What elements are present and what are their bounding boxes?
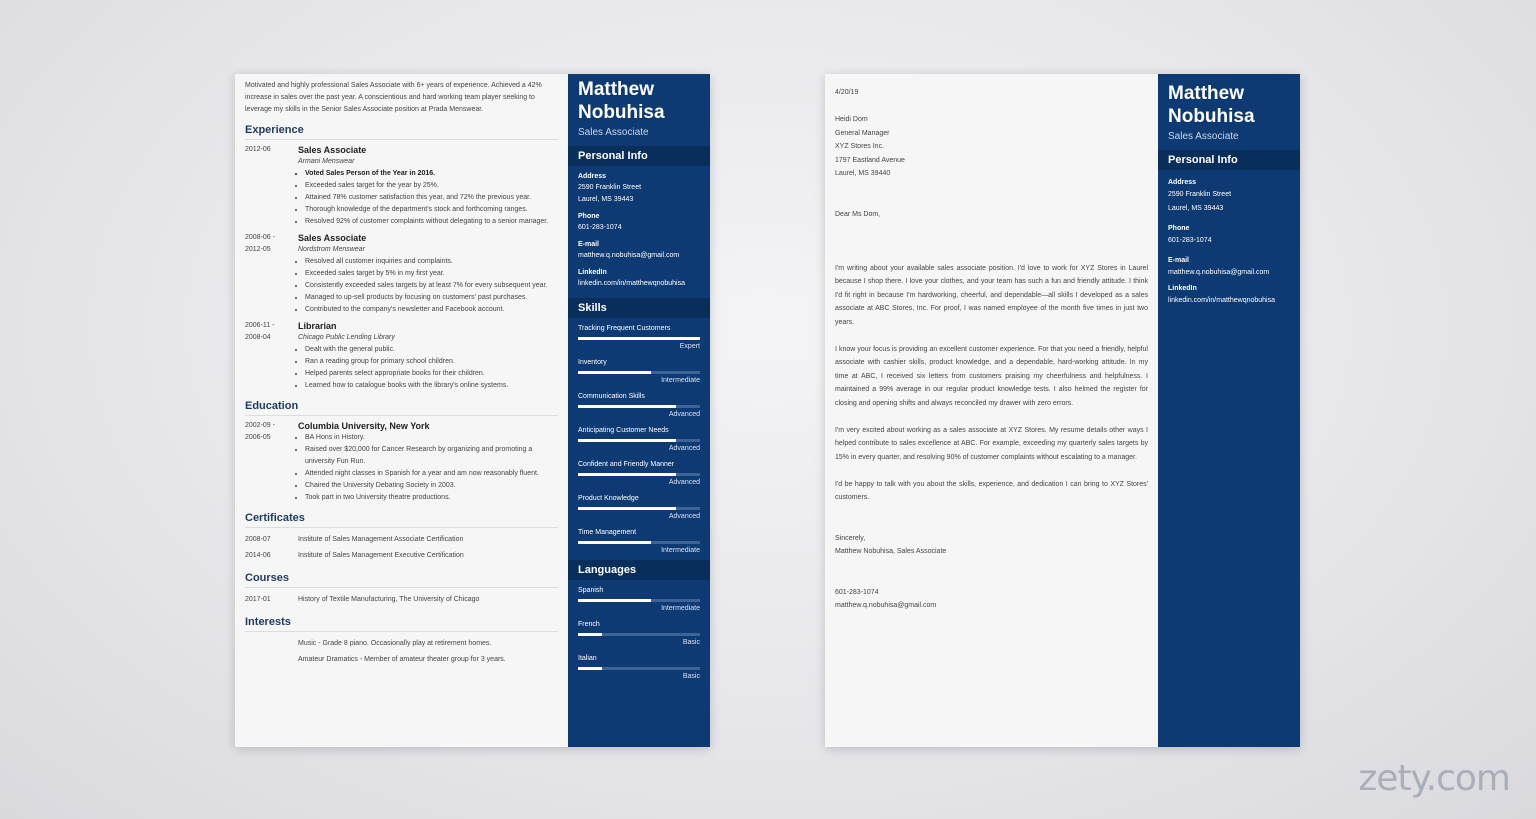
certificate-row [245, 548, 558, 564]
interest-spacer [245, 652, 298, 668]
letter-phone-value: 601-283-1074 [1168, 237, 1212, 244]
letter-recipient [835, 113, 1148, 181]
job-title: Librarian [298, 321, 337, 331]
skill [568, 392, 710, 420]
skill-level: Intermediate [661, 377, 700, 384]
letter-sidebar-role: Sales Associate [1168, 131, 1239, 142]
letter-paragraph: I know your focus is providing an excellent customer experience. For that you need a friendly, helpful associate with cashier skills, product knowledge, and a dependable, hard-working attitude. In my time at ABC, I received six letters from customers praising my cheerfulness and helpfulness. I maintained a 99% average in our regular product knowledge tests. I also helmed the register for closing and opening shifts and always reconciled my drawer with zero errors. [835, 345, 1148, 407]
skill-level: Advanced [668, 513, 700, 520]
certificates-list [245, 532, 558, 564]
certificate-row [245, 532, 558, 548]
skill-bar-fill [578, 507, 676, 510]
language-bar [578, 633, 700, 636]
letter-date: 4/20/19 [835, 89, 859, 96]
letter-sidebar [1158, 74, 1300, 747]
bullet-item: • Helped parents select appropriate books for their children. [305, 368, 558, 380]
letter-body [825, 74, 1158, 747]
skill [568, 358, 710, 386]
language-level: Basic [682, 639, 700, 646]
course-row-date: 2017-01 [245, 596, 271, 603]
education-entry [245, 420, 558, 504]
skill-level: Advanced [668, 445, 700, 452]
email-value: matthew.q.nobuhisa@gmail.com [578, 252, 680, 259]
employer-name: Armani Menswear [298, 158, 355, 165]
skill-bar-fill [578, 439, 676, 442]
bullet-item: • Resolved 92% of customer complaints without delegating to a senior manager. [305, 216, 558, 228]
education-bullets [298, 432, 558, 504]
skill-name: Time Management [578, 529, 637, 536]
language-bar [578, 667, 700, 670]
job-title: Sales Associate [298, 145, 367, 155]
skill-bar [578, 405, 700, 408]
recipient-line: General Manager [835, 129, 890, 137]
bullet-item: • Resolved all customer inquiries and complaints. [305, 256, 558, 268]
zety-logo [1358, 758, 1510, 799]
phone-label: Phone [578, 213, 600, 220]
skill-name: Product Knowledge [578, 495, 639, 502]
linkedin-label: LinkedIn [578, 269, 607, 276]
skill-bar-fill [578, 371, 651, 374]
language-bar [578, 599, 700, 602]
letter-phone-label: Phone [1168, 225, 1190, 232]
skill [568, 494, 710, 522]
certificates-heading: Certificates [245, 512, 558, 528]
skill-name: Tracking Frequent Customers [578, 325, 671, 332]
interest-row [245, 652, 558, 668]
education-heading: Education [245, 400, 558, 416]
first-name: Matthew [578, 79, 654, 100]
bullet-item: • Exceeded sales target by 5% in my first year. [305, 268, 558, 280]
skill-level: Advanced [668, 411, 700, 418]
certificate-row-date: 2014-06 [245, 552, 271, 559]
letter-address-line1: 2590 Franklin Street [1168, 191, 1232, 198]
employer-name: Chicago Public Lending Library [298, 334, 395, 341]
letter-email-label: E-mail [1168, 257, 1190, 264]
letter-paragraphs [835, 262, 1148, 505]
letter-address-label: Address [1168, 179, 1197, 186]
skill-name: Communication Skills [578, 393, 645, 400]
language-bar-fill [578, 667, 602, 670]
address-line2: Laurel, MS 39443 [578, 196, 634, 203]
language [568, 620, 710, 648]
interest-spacer [245, 636, 298, 652]
last-name: Nobuhisa [578, 102, 665, 123]
courses-list [245, 592, 558, 608]
email-label: E-mail [578, 241, 600, 248]
address-line1: 2590 Franklin Street [578, 184, 642, 191]
letter-signature: Matthew Nobuhisa, Sales Associate [835, 548, 947, 555]
employer-name: Nordstrom Menswear [298, 246, 365, 253]
course-row [245, 592, 558, 608]
experience-heading: Experience [245, 124, 558, 140]
logo-brand: zety [1358, 758, 1426, 799]
bullet-item: • Raised over $20,000 for Cancer Research by organizing and promoting a university Fun Run. [305, 444, 558, 468]
letter-paragraph: I'm writing about your available sales associate position. I'd love to work for XYZ Stores in Laurel because I shop there. I love your clothes, and your team has such a fun and friendly attitude. I think I'd fit right in because I'm hardworking, cheerful, and dependable—all skills I developed as a sales associate at ABC Stores, Inc. For proof, I was named employee of the month five times in just two years. [835, 264, 1148, 326]
letter-phone: 601-283-1074 [835, 588, 879, 596]
bullet-item: • Thorough knowledge of the department's stock and forthcoming ranges. [305, 204, 558, 216]
skill-bar-fill [578, 541, 651, 544]
letter-paragraph: I'd be happy to talk with you about the skills, experience, and dedication I can bring to XYZ Stores' customers. [835, 480, 1148, 501]
certificate-row-text: Institute of Sales Management Executive Certification [298, 552, 464, 559]
language [568, 586, 710, 614]
certificate-row-text: Institute of Sales Management Associate Certification [298, 536, 464, 543]
job-bullets [298, 168, 558, 228]
education-date-start: 2002-09 - [245, 422, 275, 429]
skill-level: Intermediate [661, 547, 700, 554]
bullet-item: • BA Hons in History. [305, 432, 558, 444]
bullet-item: • Voted Sales Person of the Year in 2016. [305, 168, 558, 180]
job-bullets [298, 256, 558, 316]
experience-entry [245, 232, 558, 316]
letter-personal-info-heading: Personal Info [1158, 150, 1300, 170]
education-dates [245, 420, 298, 504]
skills-list [568, 324, 710, 556]
skill-name: Anticipating Customer Needs [578, 427, 669, 434]
recipient-line: Heidi Dom [835, 116, 868, 123]
experience-dates [245, 320, 298, 392]
experience-date-start: 2012-06 [245, 146, 271, 153]
language-bar-fill [578, 599, 651, 602]
letter-salutation: Dear Ms Dom, [835, 210, 881, 218]
experience-list [245, 144, 558, 392]
letter-closing: Sincerely, [835, 534, 866, 542]
skill-bar-fill [578, 473, 676, 476]
experience-entry [245, 320, 558, 392]
language [568, 654, 710, 682]
recipient-line: 1797 Eastland Avenue [835, 156, 905, 164]
skill-name: Inventory [578, 359, 607, 366]
skill-bar [578, 507, 700, 510]
experience-date-end: 2012-05 [245, 246, 271, 253]
interest-row [245, 636, 558, 652]
bullet-item: • Dealt with the general public. [305, 344, 558, 356]
skill-bar [578, 337, 700, 340]
skills-heading: Skills [568, 298, 710, 318]
skill-name: Confident and Friendly Manner [578, 461, 675, 468]
recipient-line: XYZ Stores Inc. [835, 143, 885, 150]
skill-bar [578, 439, 700, 442]
experience-date-end: 2008-04 [245, 334, 271, 341]
languages-list [568, 586, 710, 682]
resume-main-column [235, 74, 568, 747]
recipient-line: Laurel, MS 39440 [835, 170, 891, 177]
letter-last-name: Nobuhisa [1168, 106, 1255, 127]
bullet-item: • Attained 78% customer satisfaction this year, and 72% the previous year. [305, 192, 558, 204]
letter-address-line2: Laurel, MS 39443 [1168, 205, 1224, 212]
skill [568, 426, 710, 454]
job-title: Sales Associate [298, 233, 367, 243]
skill [568, 528, 710, 556]
bullet-item: • Chaired the University Debating Society in 2003. [305, 480, 558, 492]
bullet-item: • Took part in two University theatre productions. [305, 492, 558, 504]
language-level: Basic [682, 673, 700, 680]
bullet-item: • Consistently exceeded sales targets by at least 7% for every subsequent year. [305, 280, 558, 292]
bullet-item: • Exceeded sales target for the year by 25%. [305, 180, 558, 192]
experience-dates [245, 144, 298, 228]
linkedin-value: linkedin.com/in/matthewqnobuhisa [578, 280, 686, 287]
phone-value: 601-283-1074 [578, 224, 622, 231]
skill-bar-fill [578, 405, 676, 408]
bullet-item: • Attended night classes in Spanish for a year and am now reasonably fluent. [305, 468, 558, 480]
address-label: Address [578, 173, 607, 180]
bullet-item: • Contributed to the company's newsletter and Facebook account. [305, 304, 558, 316]
experience-entry [245, 144, 558, 228]
resume-sidebar [568, 74, 710, 747]
letter-linkedin-label: LinkedIn [1168, 285, 1197, 292]
letter-first-name: Matthew [1168, 83, 1244, 104]
sidebar-role: Sales Associate [578, 127, 649, 138]
education-date-end: 2006-05 [245, 434, 271, 441]
interests-list [245, 636, 558, 668]
skill-bar [578, 371, 700, 374]
logo-tld: .com [1425, 758, 1510, 799]
language-level: Intermediate [661, 605, 700, 612]
letter-email: matthew.q.nobuhisa@gmail.com [835, 602, 937, 609]
courses-heading: Courses [245, 572, 558, 588]
resume-summary: Motivated and highly professional Sales Associate with 6+ years of experience. Achieved a 42% increase in sales over the past year. A conscientious and hard working team player seeking to leverage my skills in the Senior Sales Associate position at Prada Menswear. [245, 82, 542, 113]
skill-bar [578, 541, 700, 544]
experience-body [298, 232, 558, 316]
experience-body [298, 320, 558, 392]
skill-level: Advanced [668, 479, 700, 486]
skill-level: Expert [679, 343, 700, 350]
experience-dates [245, 232, 298, 316]
course-row-text: History of Textile Manufacturing, The University of Chicago [298, 596, 480, 603]
skill [568, 460, 710, 488]
bullet-item: • Ran a reading group for primary school children. [305, 356, 558, 368]
letter-paragraph: I'm very excited about working as a sales associate at XYZ Stores. My resume details other ways I helped contribute to sales excellence at ABC. For example, exceeding my quarterly sales targets by 15% in every quarter, and resolving 90% of customer complaints without escalating to a manager. [835, 426, 1148, 461]
letter-sidebar-name [1158, 74, 1300, 128]
interest-text: Music - Grade 8 piano. Occasionally play at retirement homes. [298, 640, 492, 647]
education-school: Columbia University, New York [298, 421, 430, 431]
language-name: French [578, 621, 600, 628]
cover-letter-page [825, 74, 1300, 747]
language-bar-fill [578, 633, 602, 636]
skill [568, 324, 710, 352]
bullet-item: • Managed to up-sell products by focusing on customers' past purchases. [305, 292, 558, 304]
bullet-item: • Learned how to catalogue books with the library's online systems. [305, 380, 558, 392]
language-name: Spanish [578, 587, 604, 594]
certificate-row-date: 2008-07 [245, 536, 271, 543]
interests-heading: Interests [245, 616, 558, 632]
sidebar-name [568, 74, 710, 124]
experience-body [298, 144, 558, 228]
language-name: Italian [578, 655, 597, 662]
job-bullets [298, 344, 558, 392]
skill-bar [578, 473, 700, 476]
interest-text: Amateur Dramatics - Member of amateur theater group for 3 years. [298, 656, 506, 663]
personal-info-heading: Personal Info [568, 146, 710, 166]
experience-date-start: 2008-06 - [245, 234, 275, 241]
letter-email-value: matthew.q.nobuhisa@gmail.com [1168, 269, 1270, 276]
resume-page [235, 74, 710, 747]
skill-bar-fill [578, 337, 700, 340]
languages-heading: Languages [568, 560, 710, 580]
experience-date-start: 2006-11 - [245, 322, 275, 329]
letter-linkedin-value: linkedin.com/in/matthewqnobuhisa [1168, 297, 1276, 304]
